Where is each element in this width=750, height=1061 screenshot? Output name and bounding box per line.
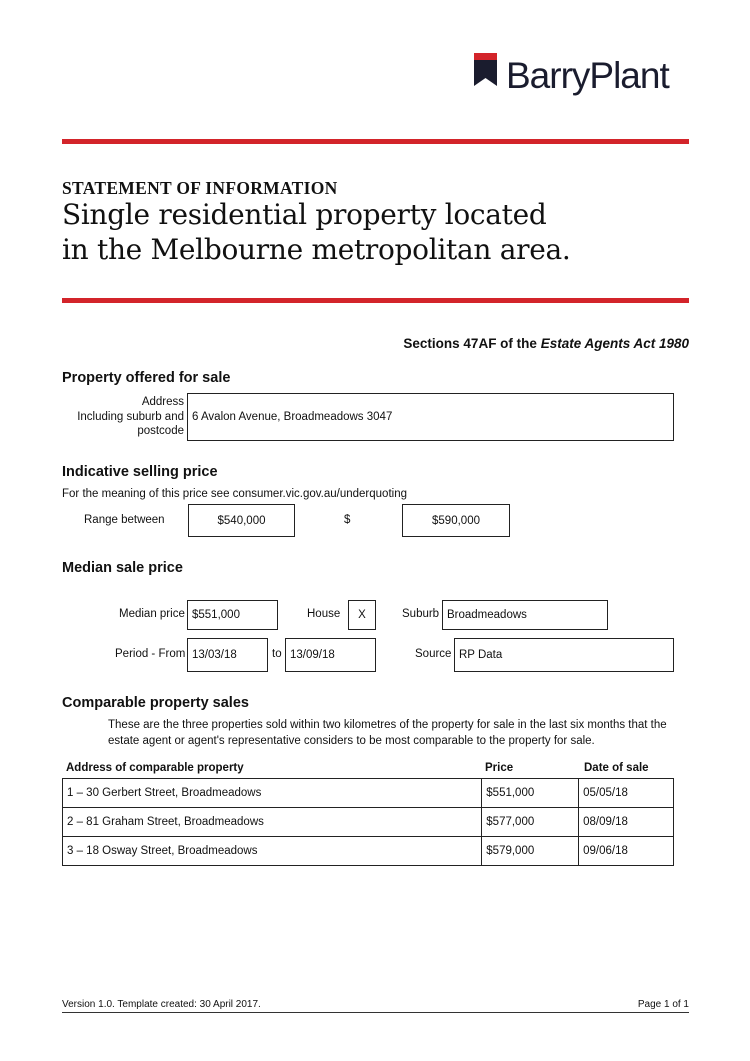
address-label: Address Including suburb and postcode — [77, 396, 184, 438]
comparable-date: 09/06/18 — [579, 837, 674, 866]
column-header-price: Price — [485, 762, 514, 774]
period-label: Period - From — [115, 648, 186, 660]
comparable-description: These are the three properties sold within two kilometres of the property for sale in the last six months that the estate agent or agent's representative considers to be most comparable to the property for sale. — [108, 719, 667, 747]
comparable-date: 05/05/18 — [579, 779, 674, 808]
table-row — [63, 837, 674, 866]
legal-reference: Sections 47AF of the Estate Agents Act 1980 — [403, 336, 689, 351]
range-separator: $ — [344, 514, 351, 526]
range-low-field: $540,000 — [188, 504, 295, 537]
comparable-price: $551,000 — [482, 779, 579, 808]
house-label: House — [307, 608, 341, 620]
comparable-address: 2 – 81 Graham Street, Broadmeadows — [63, 808, 482, 837]
statement-heading: STATEMENT OF INFORMATION — [62, 178, 338, 198]
bookmark-logo-icon — [474, 53, 497, 86]
comparable-date: 08/09/18 — [579, 808, 674, 837]
act-name: Estate Agents Act 1980 — [540, 336, 689, 351]
indicative-section-title: Indicative selling price — [62, 464, 218, 480]
comparable-sales-table — [62, 778, 674, 866]
table-row — [63, 779, 674, 808]
period-from-field: 13/03/18 — [187, 638, 268, 672]
median-price-label: Median price — [119, 608, 185, 620]
page-title-line1: Single residential property located — [62, 198, 547, 231]
footer-divider — [62, 1012, 689, 1013]
period-to-field: 13/09/18 — [285, 638, 376, 672]
address-field: 6 Avalon Avenue, Broadmeadows 3047 — [187, 393, 674, 441]
comparable-address: 3 – 18 Osway Street, Broadmeadows — [63, 837, 482, 866]
property-section-title: Property offered for sale — [62, 370, 231, 386]
suburb-field: Broadmeadows — [442, 600, 608, 630]
table-row — [63, 808, 674, 837]
range-label: Range between — [84, 514, 165, 526]
column-header-date: Date of sale — [584, 762, 649, 774]
page-title-line2: in the Melbourne metropolitan area. — [62, 233, 571, 266]
comparable-price: $579,000 — [482, 837, 579, 866]
top-divider — [62, 139, 689, 144]
house-checkbox: X — [348, 600, 376, 630]
period-to-label: to — [272, 648, 282, 660]
brand-name: BarryPlant — [506, 55, 669, 96]
range-high-field: $590,000 — [402, 504, 510, 537]
template-version: Version 1.0. Template created: 30 April 2017. — [62, 999, 261, 1010]
comparable-price: $577,000 — [482, 808, 579, 837]
source-field: RP Data — [454, 638, 674, 672]
title-divider — [62, 298, 689, 303]
median-price-field: $551,000 — [187, 600, 278, 630]
page-number: Page 1 of 1 — [637, 999, 689, 1010]
comparable-section-title: Comparable property sales — [62, 695, 249, 711]
underquoting-note: For the meaning of this price see consumer.vic.gov.au/underquoting — [62, 488, 407, 500]
column-header-address: Address of comparable property — [66, 762, 244, 774]
suburb-label: Suburb — [402, 608, 440, 620]
source-label: Source — [415, 648, 452, 660]
median-section-title: Median sale price — [62, 560, 183, 576]
comparable-address: 1 – 30 Gerbert Street, Broadmeadows — [63, 779, 482, 808]
